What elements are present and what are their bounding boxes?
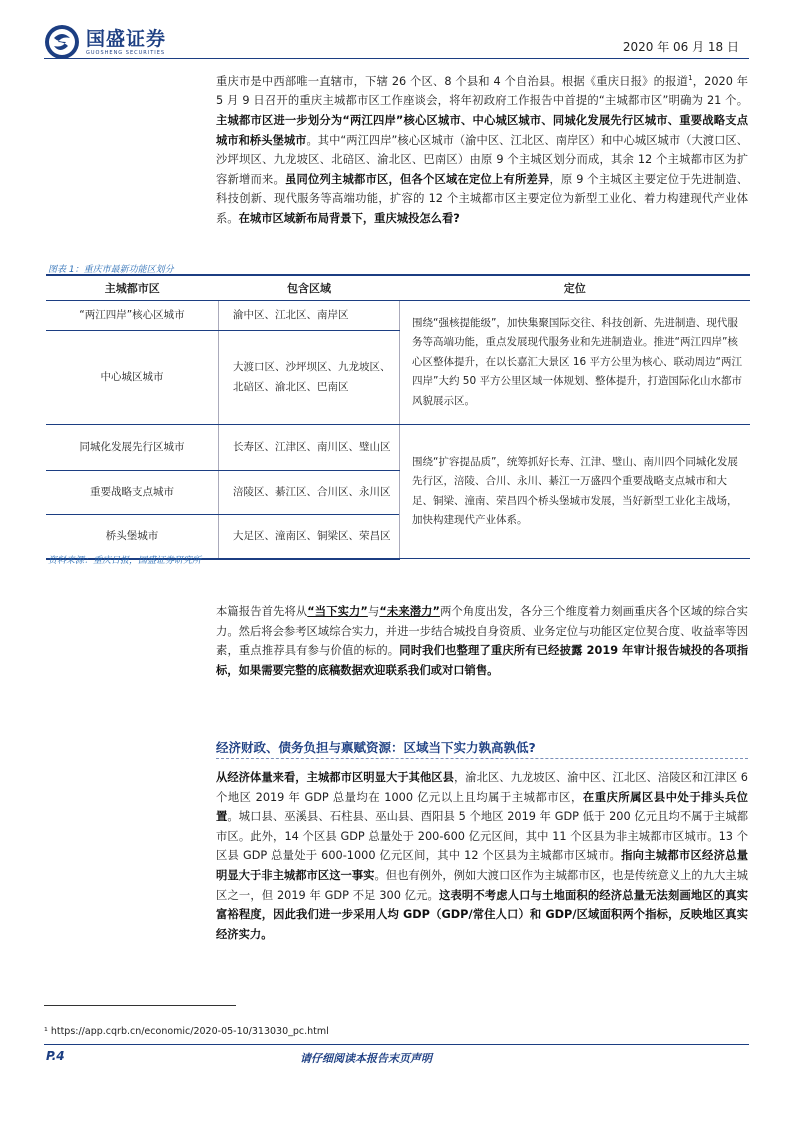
method-text-2: 与: [367, 605, 380, 618]
col-header-position: 定位: [400, 275, 751, 301]
intro-paragraph: [216, 69, 748, 229]
zone-cell: “两江四岸”核心区城市: [46, 301, 219, 331]
zone-cell: 桥头堡城市: [46, 515, 219, 559]
method-key-2: “未来潜力”: [379, 605, 440, 618]
section-bold-2: 在重庆所属区县中处于排头兵位置: [216, 790, 748, 824]
areas-cell: 涪陵区、綦江区、合川区、永川区: [219, 471, 400, 515]
brand-logo-icon: [44, 24, 80, 60]
figure-title: 图表 1：重庆市最新功能区划分: [48, 265, 174, 275]
section-text-1: ，渝北区、九龙坡区、渝中区、江北区、涪陵区和江津区 6 个地区 2019 年 GDP 总量均在 1000 亿元以上且均属于主城都市区，: [216, 771, 748, 804]
table-header-row: [46, 275, 750, 301]
zone-table: [46, 274, 750, 560]
report-date: 2020 年 06 月 18 日: [622, 40, 739, 54]
table-row: [46, 301, 750, 331]
section-text-2: 。城口县、巫溪县、石柱县、巫山县、酉阳县 5 个地区 2019 年 GDP 低于 200 亿元且均不属于主城都市区。此外，14 个区县 GDP 总量处于 200-600 亿元区间，其中 11 个区县为非主城都市区城市。13 个区县 GDP 总量处于 600-1000 亿元区间，其中 12 个区县为主城都市区城市。: [216, 810, 748, 863]
method-bold: 同时我们也整理了重庆所有已经披露 2019 年审计报告城投的各项指标，如果需要完整的底稿数据欢迎联系我们或对口销售。: [216, 644, 748, 677]
method-text-3: 两个角度出发，各分三个维度着力刻画重庆各个区域的综合实力。然后将会参考区域综合实力，并进一步结合城投自身资质、业务定位与功能区定位契合度、收益率等因素，重点推荐具有参与价值的标的。: [216, 605, 748, 658]
section-bold-1: 从经济体量来看，主城都市区明显大于其他区县: [216, 771, 454, 784]
zone-cell: 同城化发展先行区城市: [46, 425, 219, 471]
footnote[interactable]: ¹ https://app.cqrb.cn/economic/2020-05-10/313030_pc.html: [44, 1026, 329, 1037]
areas-cell: 大渡口区、沙坪坝区、九龙坡区、北碚区、渝北区、巴南区: [219, 331, 400, 425]
footer-rule: [44, 1044, 749, 1045]
section-paragraph: [216, 768, 748, 944]
position-cell: 围绕“扩容提品质”，统筹抓好长寿、江津、璧山、南川四个同城化发展先行区，涪陵、合川、永川、綦江一万盛四个重要战略支点城市和大足、铜梁、潼南、荣昌四个桥头堡城市发展，当好新型工业化主战场，加快构建现代产业体系。: [400, 425, 751, 559]
page-number: P.4: [46, 1049, 65, 1063]
areas-cell: 渝中区、江北区、南岸区: [219, 301, 400, 331]
method-paragraph: [216, 602, 748, 680]
section-bold-3: 指向主城都市区经济总量明显大于非主城都市区这一事实: [216, 849, 748, 882]
intro-bold-3: 在城市区域新布局背景下，重庆城投怎么看?: [238, 211, 460, 225]
zone-cell: 重要战略支点城市: [46, 471, 219, 515]
areas-cell: 大足区、潼南区、铜梁区、荣昌区: [219, 515, 400, 559]
section-rule: [216, 758, 748, 759]
brand-logo: [44, 24, 166, 60]
footnote-rule: [44, 1005, 236, 1006]
method-key-1: “当下实力”: [307, 605, 368, 618]
intro-bold-1: 主城都市区进一步划分为“两江四岸”核心区城市、中心城区城市、同城化发展先行区城市、重要战略支点城市和桥头堡城市: [216, 113, 748, 147]
col-header-zone: 主城都市区: [46, 275, 219, 301]
position-cell: 围绕“强核提能级”，加快集聚国际交往、科技创新、先进制造、现代服务等高端功能，重点发展现代服务业和先进制造业。推进“两江四岸”核心区整体提升，在以长嘉汇大景区 16 平方公里为核心、联动周边“两江四岸”大约 50 平方公里区域一体规划、整体提升，打造国际化山水都市风貌展示区。: [400, 301, 751, 425]
figure-source: 资料来源：重庆日报，国盛证券研究所: [48, 556, 202, 566]
intro-text-2: ，2020 年 5 月 9 日召开的重庆主城都市区工作座谈会，将年初政府工作报告中首提的“主城都市区”明确为 21 个。: [216, 74, 748, 108]
section-heading: 经济财政、债务负担与禀赋资源：区域当下实力孰高孰低?: [216, 740, 536, 755]
header-rule: [44, 58, 749, 59]
section-bold-4: 这表明不考虑人口与土地面积的经济总量无法刻画地区的真实富裕程度，因此我们进一步采用人均 GDP（GDP/常住人口）和 GDP/区域面积两个指标，反映地区真实经济实力。: [216, 888, 748, 941]
intro-text-1: 重庆市是中西部唯一直辖市，下辖 26 个区、8 个县和 4 个自治县。根据《重庆日报》的报道: [216, 74, 689, 88]
areas-cell: 长寿区、江津区、南川区、璧山区: [219, 425, 400, 471]
section-text-3: 。但也有例外，例如大渡口区作为主城都市区，也是传统意义上的九大主城区之一，但 2019 年 GDP 不足 300 亿元。: [216, 868, 748, 902]
method-text-1: 本篇报告首先将从: [216, 605, 308, 618]
brand-name-en: GUOSHENG SECURITIES: [86, 50, 166, 56]
intro-text-4: ，原 9 个主城区主要定位于先进制造、科技创新、现代服务等高端功能，扩容的 12 个主城都市区主要定位为新型工业化、着力构建现代产业体系。: [216, 172, 748, 225]
footnote-ref[interactable]: 1: [688, 74, 693, 82]
brand-name: 国盛证券: [86, 28, 167, 50]
intro-bold-2: 虽同位列主城都市区，但各个区域在定位上有所差异: [285, 172, 550, 186]
intro-text-3: 。其中“两江四岸”核心区城市（渝中区、江北区、南岸区）和中心城区城市（大渡口区、沙坪坝区、九龙坡区、北碚区、渝北区、巴南区）由原 9 个主城区划分而成，其余 12 个主城都市区为扩容新增而来。: [216, 133, 748, 186]
zone-cell: 中心城区城市: [46, 331, 219, 425]
col-header-areas: 包含区域: [219, 275, 400, 301]
footer-disclaimer: 请仔细阅读本报告末页声明: [300, 1052, 432, 1065]
table-row: [46, 425, 750, 471]
